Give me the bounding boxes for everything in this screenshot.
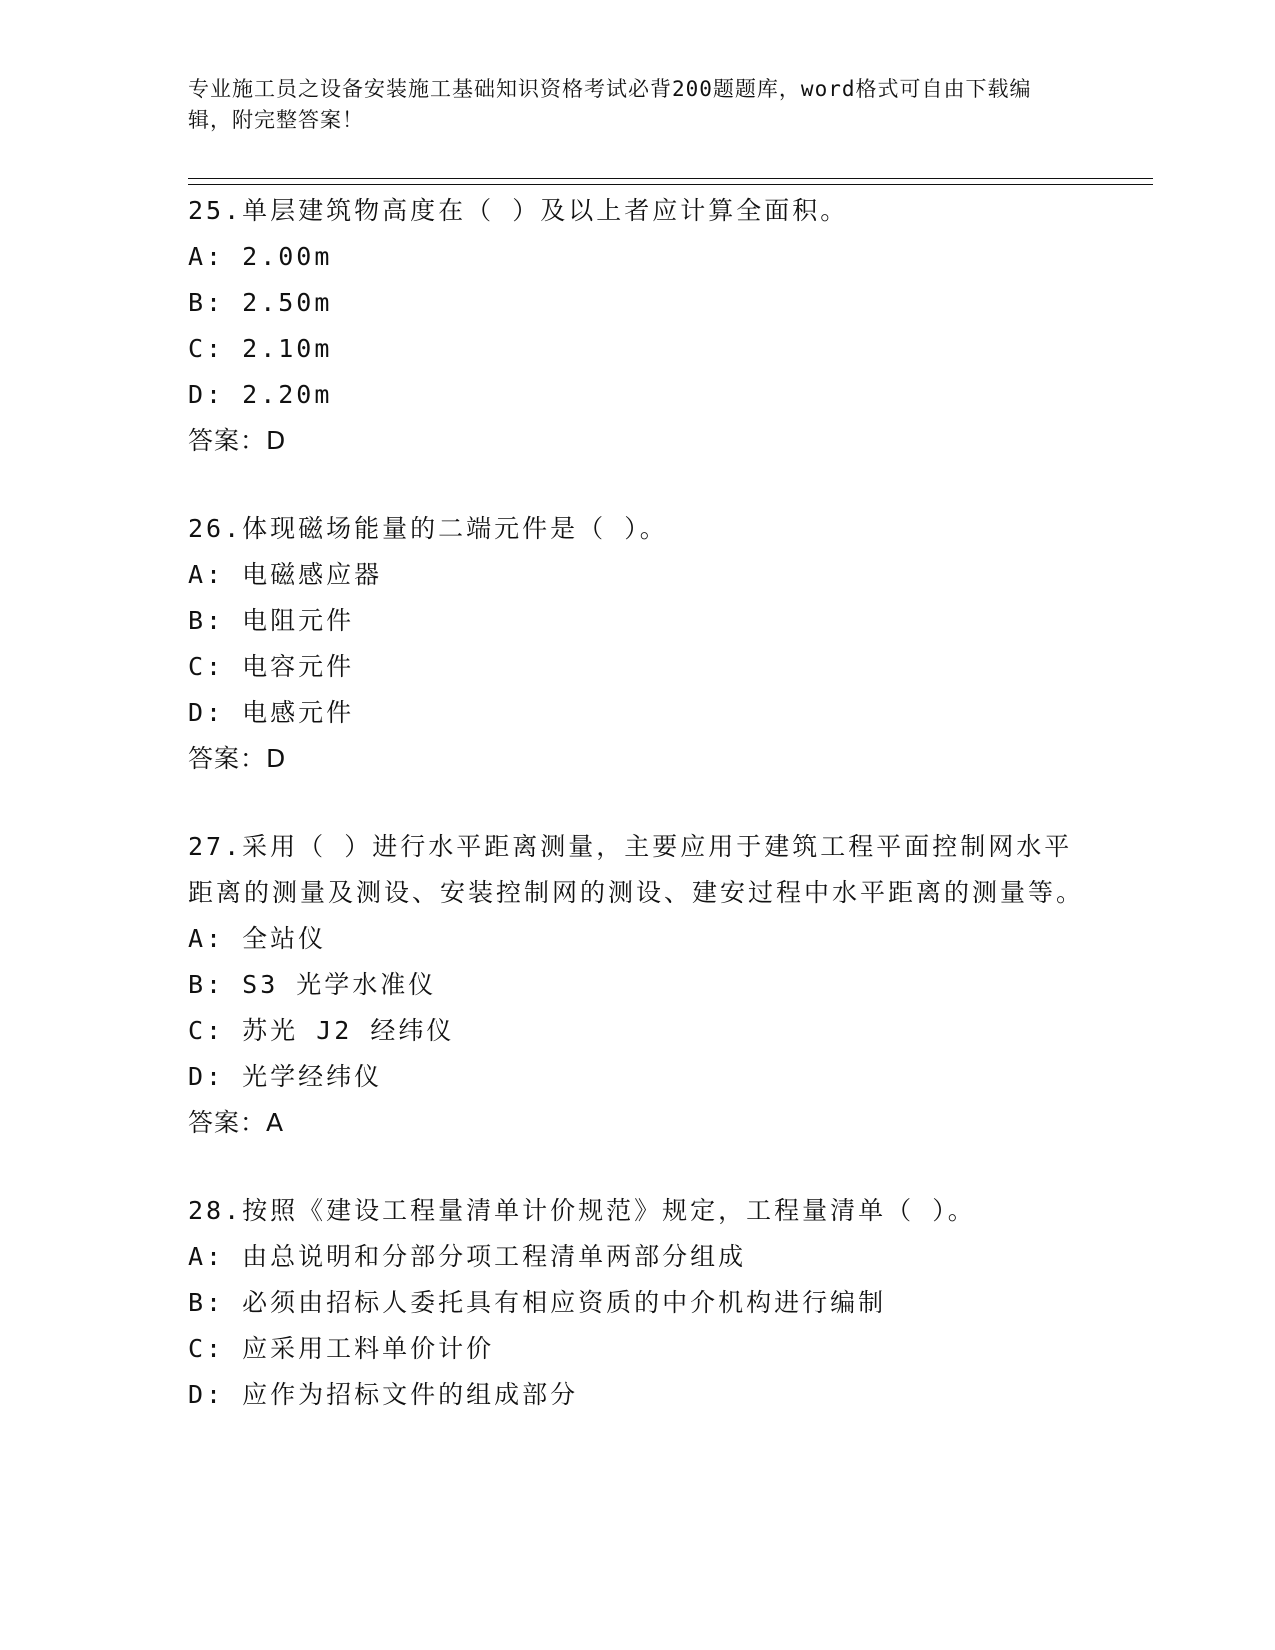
option-b: B: 必须由招标人委托具有相应资质的中介机构进行编制: [188, 1288, 887, 1317]
question-item: [188, 824, 1088, 1146]
option-b: B: 2.50m: [188, 288, 333, 317]
question-item: [188, 1188, 1088, 1418]
answer-line: 答案：A: [188, 1108, 285, 1137]
option-d: D: 电感元件: [188, 698, 355, 727]
option-d: D: 应作为招标文件的组成部分: [188, 1380, 579, 1409]
document-header: 专业施工员之设备安装施工基础知识资格考试必背200题题库，word格式可自由下载编辑，附完整答案！: [188, 77, 1032, 132]
question-stem: 28.按照《建设工程量清单计价规范》规定，工程量清单（ ）。: [188, 1196, 976, 1225]
option-a: A: 2.00m: [188, 242, 333, 271]
option-c: C: 应采用工料单价计价: [188, 1334, 495, 1363]
option-d: D: 光学经纬仪: [188, 1062, 383, 1091]
question-stem: 27.采用（ ）进行水平距离测量，主要应用于建筑工程平面控制网水平距离的测量及测设、安装控制网的测设、建安过程中水平距离的测量等。: [188, 832, 1085, 907]
option-b: B: S3 光学水准仪: [188, 970, 437, 999]
option-a: A: 由总说明和分部分项工程清单两部分组成: [188, 1242, 747, 1271]
answer-line: 答案：D: [188, 426, 287, 455]
option-c: C: 2.10m: [188, 334, 333, 363]
option-d: D: 2.20m: [188, 380, 333, 409]
option-c: C: 电容元件: [188, 652, 355, 681]
question-stem: 26.体现磁场能量的二端元件是（ ）。: [188, 514, 668, 543]
header-divider: [188, 178, 1153, 185]
option-b: B: 电阻元件: [188, 606, 355, 635]
question-item: [188, 506, 1088, 782]
question-list: [188, 188, 1088, 1460]
option-c: C: 苏光 J2 经纬仪: [188, 1016, 455, 1045]
option-a: A: 全站仪: [188, 924, 327, 953]
question-stem: 25.单层建筑物高度在（ ）及以上者应计算全面积。: [188, 196, 849, 225]
answer-line: 答案：D: [188, 744, 287, 773]
option-a: A: 电磁感应器: [188, 560, 383, 589]
question-item: [188, 188, 1088, 464]
